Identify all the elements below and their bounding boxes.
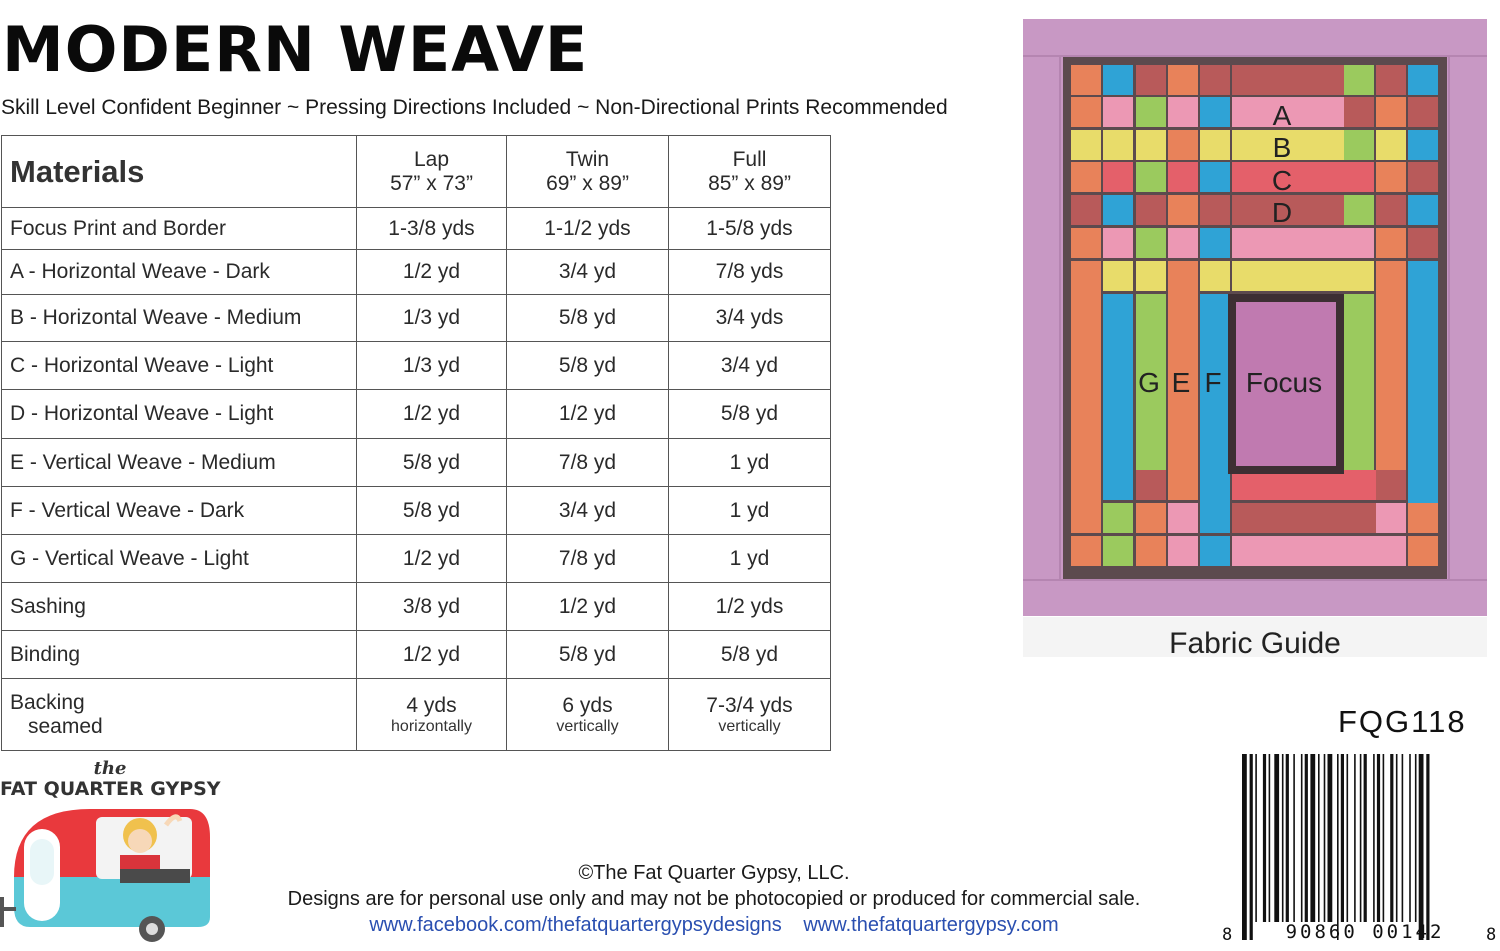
quilt-patch <box>1071 503 1101 533</box>
quilt-patch <box>1071 228 1101 258</box>
barcode-bar <box>1373 754 1375 922</box>
label-g: G <box>1138 367 1160 398</box>
row-value: 1/3 yd <box>357 295 507 342</box>
backing-sub: seamed <box>28 714 103 738</box>
quilt-patch <box>1168 228 1198 258</box>
barcode-bar <box>1301 754 1303 922</box>
table-row <box>2 487 831 535</box>
quilt-patch <box>1408 536 1438 566</box>
quilt-patch <box>1200 536 1230 566</box>
row-value <box>507 679 669 751</box>
backing-amount: 4 yds <box>406 693 457 717</box>
table-row <box>2 535 831 583</box>
quilt-patch <box>1103 536 1133 566</box>
size-dims: 69” x 89” <box>546 171 629 195</box>
size-name: Lap <box>413 147 450 171</box>
barcode-bar <box>1250 754 1253 940</box>
row-value: 5/8 yd <box>357 487 507 535</box>
quilt-patch <box>1168 130 1198 160</box>
barcode-bar <box>1328 754 1333 922</box>
fabric-guide-caption: Fabric Guide <box>1023 617 1487 657</box>
row-value: 3/4 yds <box>669 295 831 342</box>
row-label <box>2 679 357 751</box>
quilt-patch <box>1071 130 1101 160</box>
row-value: 1/2 yd <box>507 583 669 631</box>
quilt-patch <box>1071 195 1101 225</box>
product-sku: FQG118 <box>1338 704 1467 739</box>
quilt-patch <box>1200 294 1230 503</box>
size-dims: 57” x 73” <box>390 171 473 195</box>
backing-label: Backing <box>10 690 85 714</box>
row-value: 1/2 yd <box>507 390 669 439</box>
row-value: 7/8 yd <box>507 535 669 583</box>
quilt-patch <box>1071 261 1101 503</box>
quilt-patch <box>1408 162 1438 192</box>
quilt-patch <box>1232 261 1344 291</box>
quilt-patch <box>1168 536 1198 566</box>
camper-illustration-icon <box>0 809 210 942</box>
quilt-patch <box>1168 503 1198 533</box>
table-row <box>2 295 831 342</box>
row-value: 1-1/2 yds <box>507 208 669 250</box>
fabric-guide-diagram <box>1023 19 1487 616</box>
quilt-patch <box>1136 65 1166 95</box>
logo-small-text: the <box>93 758 127 779</box>
row-value: 1 yd <box>669 487 831 535</box>
label-focus: Focus <box>1245 367 1323 398</box>
barcode-bar <box>1310 754 1315 922</box>
barcode-bar <box>1318 754 1320 922</box>
size-name: Twin <box>565 147 610 171</box>
row-value: 5/8 yd <box>507 342 669 390</box>
table-row <box>2 208 831 250</box>
quilt-patch <box>1232 228 1344 258</box>
barcode-bar <box>1415 754 1417 922</box>
border-seam <box>1023 579 1487 581</box>
row-value: 1/3 yd <box>357 342 507 390</box>
quilt-patch <box>1136 97 1166 127</box>
quilt-patch <box>1376 130 1406 160</box>
backing-amount: 6 yds <box>562 693 613 717</box>
footer-links <box>244 912 1184 938</box>
barcode-bar <box>1274 754 1279 922</box>
barcode-bar <box>1419 754 1424 940</box>
disclaimer: Designs are for personal use only and may not be photocopied or produced for commercial sale. <box>287 888 1141 910</box>
quilt-patch <box>1103 503 1133 533</box>
footer-text <box>244 860 1184 912</box>
row-value: 1-3/8 yds <box>357 208 507 250</box>
quilt-patch <box>1408 228 1438 258</box>
border-seam <box>1023 55 1487 57</box>
quilt-patch <box>1200 97 1230 127</box>
quilt-patch <box>1408 195 1438 225</box>
quilt-patch <box>1376 536 1406 566</box>
quilt-patch <box>1232 503 1376 533</box>
row-value: 5/8 yd <box>669 390 831 439</box>
quilt-patch <box>1376 503 1406 533</box>
table-row <box>2 439 831 487</box>
row-value: 1-5/8 yds <box>669 208 831 250</box>
table-row <box>2 250 831 295</box>
quilt-patch <box>1103 97 1133 127</box>
quilt-patch <box>1408 65 1438 95</box>
quilt-patch <box>1344 130 1374 160</box>
quilt-patch <box>1103 470 1133 500</box>
barcode-bar <box>1324 754 1326 922</box>
table-header-row <box>2 136 831 208</box>
fat-quarter-gypsy-logo <box>0 757 240 947</box>
barcode-bar <box>1396 754 1398 922</box>
page-title: MODERN WEAVE <box>2 13 589 86</box>
quilt-patch <box>1200 503 1230 533</box>
row-label: Focus Print and Border <box>2 208 357 250</box>
quilt-patch <box>1103 130 1133 160</box>
quilt-patch <box>1232 65 1344 95</box>
row-value: 1/2 yd <box>357 535 507 583</box>
row-value: 1/2 yd <box>357 250 507 295</box>
quilt-patch <box>1232 470 1376 500</box>
quilt-patch <box>1376 195 1406 225</box>
quilt-patch <box>1136 261 1166 291</box>
quilt-patch <box>1376 261 1406 470</box>
quilt-patch <box>1344 228 1374 258</box>
row-value: 5/8 yd <box>507 295 669 342</box>
barcode-bar <box>1354 754 1356 922</box>
barcode-bar <box>1347 754 1349 922</box>
barcode-bar <box>1255 754 1257 922</box>
materials-table <box>1 135 831 751</box>
logo-name: FAT QUARTER GYPSY <box>0 778 221 800</box>
quilt-patch <box>1136 228 1166 258</box>
barcode-bar <box>1305 754 1308 922</box>
website-link[interactable]: www.thefatquartergypsy.com <box>803 914 1059 936</box>
quilt-patch <box>1168 195 1198 225</box>
quilt-patch <box>1344 261 1374 291</box>
quilt-patch <box>1136 195 1166 225</box>
quilt-patch <box>1408 503 1438 533</box>
quilt-patch <box>1376 228 1406 258</box>
quilt-patch <box>1136 503 1166 533</box>
label-e: E <box>1171 367 1191 398</box>
table-row <box>2 342 831 390</box>
label-a: A <box>1272 100 1292 131</box>
barcode-bar <box>1242 754 1247 940</box>
label-d: D <box>1271 197 1293 228</box>
backing-note: horizontally <box>391 717 472 735</box>
row-label: Binding <box>2 631 357 679</box>
copyright: ©The Fat Quarter Gypsy, LLC. <box>578 862 850 884</box>
row-value: 1 yd <box>669 535 831 583</box>
border-seam <box>1448 57 1450 579</box>
barcode-bar <box>1409 754 1411 922</box>
row-value: 7/8 yd <box>507 439 669 487</box>
row-value: 1/2 yds <box>669 583 831 631</box>
row-value: 3/4 yd <box>507 250 669 295</box>
row-value: 3/4 yd <box>507 487 669 535</box>
quilt-patch <box>1103 162 1133 192</box>
row-label: D - Horizontal Weave - Light <box>2 390 357 439</box>
row-value: 3/8 yd <box>357 583 507 631</box>
barcode-bar <box>1282 754 1284 922</box>
quilt-patch <box>1344 162 1374 192</box>
quilt-patch <box>1071 536 1101 566</box>
size-header-full <box>669 136 831 208</box>
quilt-patch <box>1168 162 1198 192</box>
quilt-patch <box>1168 65 1198 95</box>
quilt-patch <box>1071 65 1101 95</box>
barcode-bar <box>1293 754 1295 922</box>
quilt-patch <box>1200 162 1230 192</box>
row-value: 3/4 yd <box>669 342 831 390</box>
size-dims: 85” x 89” <box>708 171 791 195</box>
size-header-lap <box>357 136 507 208</box>
table-row-backing <box>2 679 831 751</box>
quilt-patch <box>1136 470 1166 500</box>
quilt-patch <box>1376 470 1406 500</box>
quilt-patch <box>1071 162 1101 192</box>
row-value: 5/8 yd <box>507 631 669 679</box>
row-label: B - Horizontal Weave - Medium <box>2 295 357 342</box>
barcode-bar <box>1337 754 1339 940</box>
materials-heading: Materials <box>2 136 357 208</box>
backing-note: vertically <box>718 717 781 735</box>
quilt-patch <box>1071 97 1101 127</box>
barcode-left-digit: 8 <box>1222 925 1233 945</box>
quilt-patch <box>1103 228 1133 258</box>
barcode-bar <box>1364 754 1367 922</box>
quilt-patch <box>1136 130 1166 160</box>
barcode-bar <box>1360 754 1362 922</box>
quilt-patch <box>1376 97 1406 127</box>
label-f: F <box>1204 367 1222 398</box>
backing-amount: 7-3/4 yds <box>706 693 793 717</box>
barcode-bar <box>1390 754 1393 922</box>
quilt-patch <box>1200 228 1230 258</box>
quilt-patch <box>1103 294 1133 470</box>
quilt-patch <box>1136 162 1166 192</box>
barcode-bar <box>1383 754 1385 922</box>
quilt-patch <box>1344 294 1374 470</box>
barcode-bar <box>1269 754 1271 922</box>
quilt-patch <box>1344 65 1374 95</box>
quilt-patch <box>1232 536 1376 566</box>
row-value: 5/8 yd <box>669 631 831 679</box>
facebook-link[interactable]: www.facebook.com/thefatquartergypsydesigns <box>369 914 782 936</box>
barcode-bar <box>1263 754 1266 922</box>
barcode-bar <box>1286 754 1289 922</box>
quilt-patch <box>1136 536 1166 566</box>
barcode-bar <box>1426 754 1429 940</box>
quilt-patch <box>1200 195 1230 225</box>
quilt-patch <box>1376 162 1406 192</box>
quilt-patch <box>1200 261 1230 291</box>
row-value <box>669 679 831 751</box>
label-c: C <box>1271 165 1293 196</box>
backing-note: vertically <box>556 717 619 735</box>
barcode-bar <box>1402 754 1404 922</box>
quilt-patch <box>1103 261 1133 291</box>
size-name: Full <box>732 147 767 171</box>
row-value: 1/2 yd <box>357 390 507 439</box>
quilt-patch <box>1168 261 1198 470</box>
quilt-patch <box>1200 130 1230 160</box>
barcode <box>1220 748 1500 948</box>
quilt-patch <box>1408 97 1438 127</box>
quilt-patch <box>1168 97 1198 127</box>
barcode-right-digit: 8 <box>1486 925 1497 945</box>
quilt-patch <box>1344 97 1374 127</box>
table-row <box>2 583 831 631</box>
row-label: G - Vertical Weave - Light <box>2 535 357 583</box>
barcode-bar <box>1341 754 1344 922</box>
subtitle: Skill Level Confident Beginner ~ Pressing Directions Included ~ Non-Directional Prints Recommended <box>1 96 948 119</box>
row-label: C - Horizontal Weave - Light <box>2 342 357 390</box>
row-label: Sashing <box>2 583 357 631</box>
quilt-patch <box>1200 65 1230 95</box>
size-header-twin <box>507 136 669 208</box>
quilt-patch <box>1376 65 1406 95</box>
row-label: E - Vertical Weave - Medium <box>2 439 357 487</box>
quilt-patch <box>1103 195 1133 225</box>
row-value: 5/8 yd <box>357 439 507 487</box>
barcode-bar <box>1377 754 1380 922</box>
label-b: B <box>1272 132 1292 163</box>
row-label: A - Horizontal Weave - Dark <box>2 250 357 295</box>
quilt-patch <box>1103 65 1133 95</box>
barcode-digits: 90860 00142 <box>1285 921 1445 943</box>
row-value: 1/2 yd <box>357 631 507 679</box>
row-label: F - Vertical Weave - Dark <box>2 487 357 535</box>
quilt-patch <box>1408 130 1438 160</box>
table-row <box>2 390 831 439</box>
border-seam <box>1059 57 1061 579</box>
quilt-patch <box>1408 261 1438 503</box>
row-value <box>357 679 507 751</box>
row-value: 7/8 yds <box>669 250 831 295</box>
quilt-patch <box>1168 470 1198 500</box>
row-value: 1 yd <box>669 439 831 487</box>
quilt-patch <box>1344 195 1374 225</box>
table-row <box>2 631 831 679</box>
